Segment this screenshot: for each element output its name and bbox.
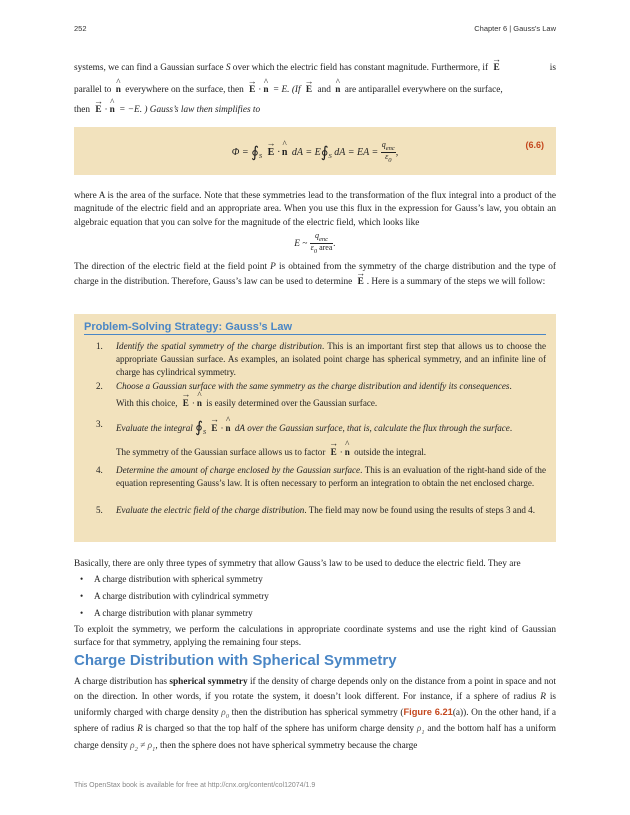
- strategy-box: [74, 314, 556, 542]
- strategy-step-5: 5. Evaluate the electric field of the charge distribution. The field may now be found using the results of steps 3 and 4.: [96, 505, 536, 515]
- intro-line-2: parallel to ^ n everywhere on the surface, then → E ·^ n = E. (If → E and ^ n are antiparallel everywhere on the surface,: [74, 84, 556, 98]
- page-number: 252: [74, 24, 87, 33]
- strategy-step-1: 1. Identify the spatial symmetry of the charge distribution. This is an important first step that allows us to choose the appropriate Gaussian surface. As examples, an isolated point charge has spherical symmetry, and an infinite line of charge has cylindrical symmetry.: [96, 341, 546, 378]
- paragraph-symmetry-types: Basically, there are only three types of symmetry that allow Gauss’s law to be used to deduce the electric field. They are: [74, 559, 521, 569]
- list-item: • A charge distribution with cylindrical symmetry: [94, 591, 269, 601]
- list-item: • A charge distribution with spherical symmetry: [94, 574, 263, 584]
- strategy-step-2: 2. Choose a Gaussian surface with the same symmetry as the charge distribution and identify its consequences. With this choice, → E ·^ n is easily determined over the Gaussian surface.: [96, 380, 546, 410]
- footer-note: This OpenStax book is available for free at http://cnx.org/content/col12074/1.9: [74, 782, 316, 789]
- gauss-law-equation: $\Phi = ∮_S \to E$ ·^ n dA = $E∮_S$ dA = EA = $\frac{q_{enc}}{\varepsilon_0}$ ,: [74, 141, 556, 164]
- chapter-header: Chapter 6 | Gauss's Law: [474, 24, 556, 33]
- unit-normal-n: ^ n: [114, 84, 123, 98]
- field-estimate: E ~ $\frac{q_{enc}}{\varepsilon_0 area}$ .: [294, 231, 336, 256]
- paragraph-exploit: To exploit the symmetry, we perform the calculations in appropriate coordinate systems and use the right kind of Gaussian surface for that symmetry, applying the remaining four steps.: [74, 625, 556, 649]
- paragraph-spherical: A charge distribution has spherical symmetry if the density of charge depends only on the distance from a point in space and not on the direction. In other words, if you rotate the system, it doesn’t look different. For instance, if a sphere of radius R is uniformly charged with charge density $\rho_0$ then the distribution has spherical symmetry (Figure 6.21(a)). On the other hand, if a sphere of radius R is charged so that the top half of the sphere has uniform charge density $\rho_1$ and the bottom half has a uniform charge density $\rho_2 \ne \rho_1$, then the sphere does not have spherical symmetry because the charge: [74, 677, 557, 753]
- section-heading: Charge Distribution with Spherical Symmetry: [74, 652, 397, 669]
- strategy-step-4: 4. Determine the amount of charge enclosed by the Gaussian surface. This is an evaluation of the right-hand side of the equation representing Gauss’s law. It is often necessary to perform an integration to obtain the net enclosed charge.: [96, 465, 547, 489]
- equation-number: (6.6): [525, 140, 544, 150]
- list-item: • A charge distribution with planar symmetry: [94, 608, 253, 618]
- figure-link[interactable]: Figure 6.21: [403, 706, 453, 717]
- closed-integral-icon: ∮: [251, 145, 259, 162]
- intro-line-1: systems, we can find a Gaussian surface S over which the electric field has constant magnitude. Furthermore, if → E is: [74, 62, 556, 76]
- vector-e: → E: [490, 62, 502, 76]
- intro-line-3: then → E ·^ n = −E. ) Gauss’s law then simplifies to: [74, 104, 556, 118]
- paragraph-area: where A is the area of the surface. Note that these symmetries lead to the transformation of the flux integral into a product of the magnitude of the electric field and an appropriate area. When you use this flux in the expression for Gauss’s law, you obtain an algebraic equation that you can solve for the magnitude of the electric field, which looks like: [74, 191, 556, 228]
- strategy-title: Problem-Solving Strategy: Gauss’s Law: [84, 321, 546, 335]
- paragraph-direction: The direction of the electric field at the field point P is obtained from the symmetry of the charge distribution and the type of charge in the distribution. Therefore, Gauss’s law can be used to determine → E . Here is a summary of the steps we will follow:: [74, 260, 556, 291]
- strategy-step-3: 3. Evaluate the integral $∮_S \to E$ ·^ n dA over the Gaussian surface, that is, calculate the flux through the surface. The symmetry of the Gaussian surface allows us to factor → E ·^ n outside the integral.: [96, 418, 546, 459]
- enc-over-eps-fraction: $\frac{q_{enc}}{\varepsilon_0}$: [381, 140, 395, 165]
- equation-box: [74, 127, 556, 175]
